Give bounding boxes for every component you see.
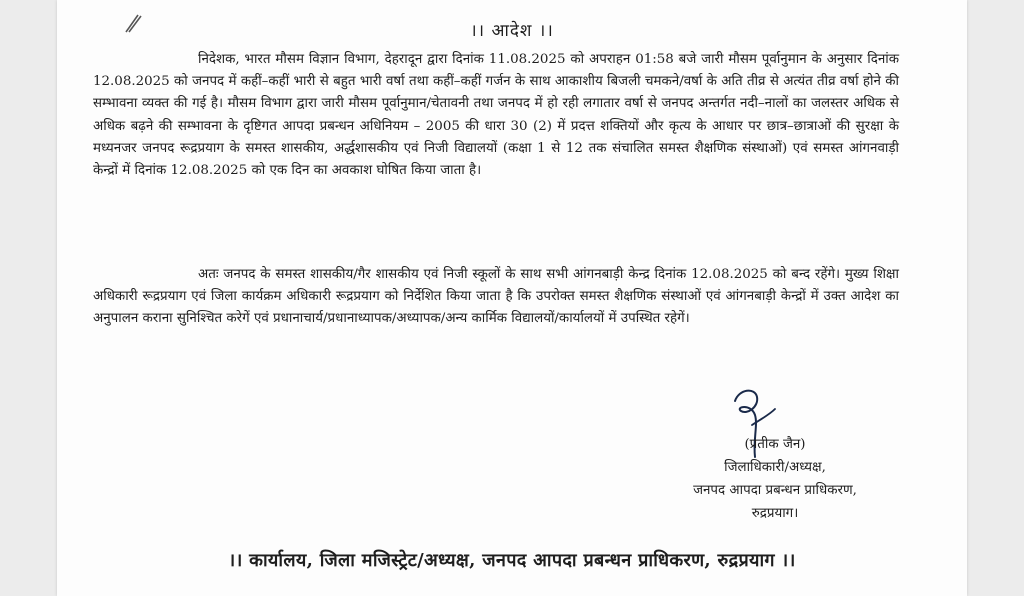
signatory-place: रुद्रप्रयाग। bbox=[751, 506, 799, 521]
signatory-name: (प्रतीक जैन) bbox=[744, 437, 806, 452]
left-margin bbox=[0, 0, 57, 596]
signatory-authority: जनपद आपदा प्रबन्धन प्राधिकरण, bbox=[693, 483, 857, 498]
signatory-block bbox=[650, 433, 900, 525]
paragraph-2-text: अतः जनपद के समस्त शासकीय/गैर शासकीय एवं निजी स्कूलों के साथ सभी आंगनबाड़ी केन्द्र दिनांक 12.08.2025 को बन्द रहेंगे। मुख्य शिक्षा अधिकारी रूद्रप्रयाग एवं जिला कार्यक्रम अधिकारी रूद्रप्रयाग को निर्देशित किया जाता है कि उपरोक्त समस्त शैक्षणिक संस्थाओं एवं आंगनबाड़ी केन्द्रों में उक्त आदेश का अनुपालन कराना सुनिश्चित करेगें एवं प्रधानाचार्य/प्रधानाध्यापक/अध्यापक/अन्य कार्मिक विद्यालयों/कार्यालयों में उपस्थित रहेगें। bbox=[93, 267, 899, 327]
order-paragraph-1 bbox=[93, 49, 899, 182]
signatory-designation: जिलाधिकारी/अध्यक्ष, bbox=[724, 460, 826, 475]
right-margin bbox=[967, 0, 1024, 596]
order-heading: ।। आदेश ।। bbox=[470, 21, 554, 41]
paragraph-1-text: निदेशक, भारत मौसम विज्ञान विभाग, देहरादून द्वारा दिनांक 11.08.2025 को अपराहन 01:58 बजे जारी मौसम पूर्वानुमान के अनुसार दिनांक 12.08.2025 को जनपद में कहीं–कहीं भारी से बहुत भारी वर्षा तथा कहीं–कहीं गर्जन के साथ आकाशीय बिजली चमकने/वर्षा के अति तीव्र से अत्यंत तीव्र वर्षा होने की सम्भावना व्यक्त की गई है। मौसम विभाग द्वारा जारी मौसम पूर्वानुमान/चेतावनी तथा जनपद में हो रही लगातार वर्षा से जनपद अन्तर्गत नदी–नालों का जलस्तर अधिक से अधिक बढ़ने की सम्भावना के दृष्टिगत आपदा प्रबन्धन अधिनियम – 2005 की धारा 30 (2) में प्रदत्त शक्तियों और कृत्य के आधार पर छात्र–छात्राओं की सुरक्षा के मध्यनजर जनपद रूद्रप्रयाग के समस्त शासकीय, अर्द्धशासकीय एवं निजी विद्यालयों (कक्षा 1 से 12 तक संचालित समस्त शैक्षणिक संस्थाओं) एवं समस्त आंगनवाड़ी केन्द्रों में दिनांक 12.08.2025 को एक दिन का अवकाश घोषित किया जाता है। bbox=[93, 52, 899, 179]
office-footer: ।। कार्यालय, जिला मजिस्ट्रेट/अध्यक्ष, जनपद आपदा प्रबन्धन प्राधिकरण, रुद्रप्रयाग ।। bbox=[228, 550, 796, 571]
order-paragraph-2 bbox=[93, 264, 899, 331]
